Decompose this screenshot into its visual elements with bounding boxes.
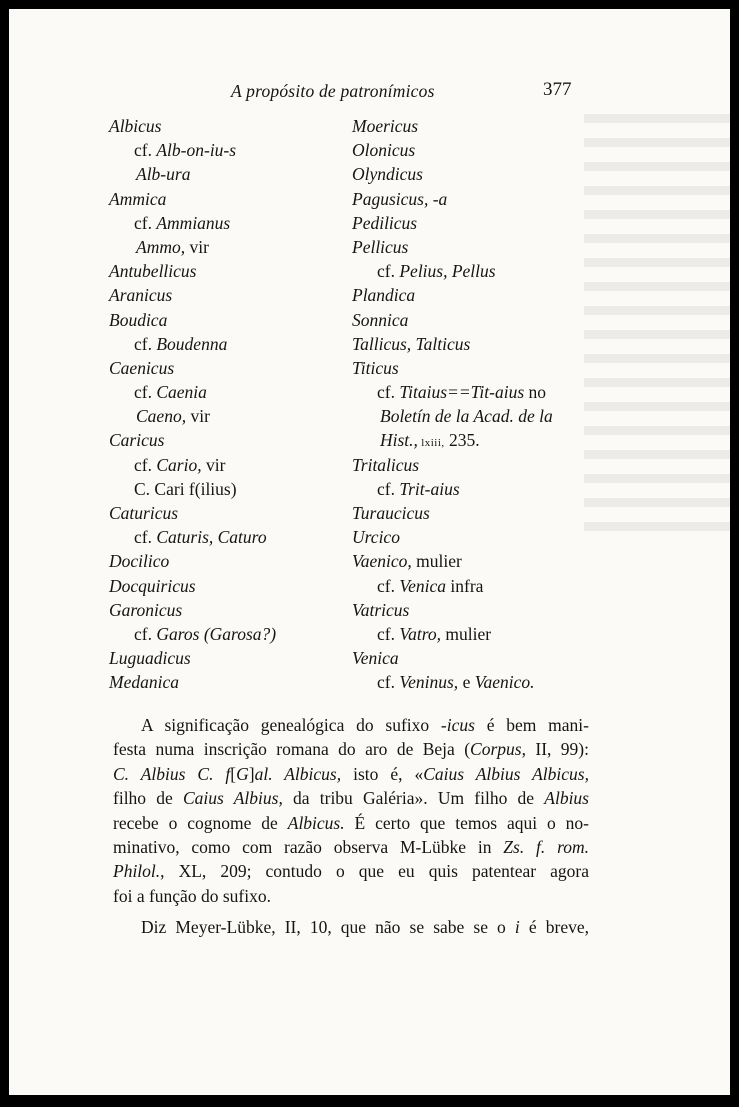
list-item: Vatricus [352,599,410,620]
list-item: Boletín de la Acad. de la [380,406,553,427]
running-title: A propósito de patronímicos [231,81,435,101]
text-run: ] [248,763,255,784]
text-run: Caius Albius, [182,788,283,809]
list-item: Albicus [109,116,162,136]
bleed-through-shadow [584,114,730,534]
body-paragraph-meyer-lubke [113,915,589,939]
text-run: A significação genealógica do sufixo [141,715,441,735]
text-run: C. Albius C. f [113,763,231,784]
paragraph-line [113,884,589,908]
text-run: G [236,763,249,784]
list-item: Pellicus [352,236,409,257]
body-paragraph-suffix-icus [113,713,589,908]
text-run: foi a função do sufixo. [113,885,271,906]
paragraph-line [113,786,589,810]
list-item: Alb-ura [136,164,191,185]
text-run: Albicus. [287,812,345,833]
list-item: Luguadicus [109,648,191,669]
text-run: , II, 99): [521,739,589,760]
text-run: Caius Albius Albicus, [423,763,589,784]
page-number: 377 [543,79,572,100]
text-run: Philol. [113,861,161,882]
left-name-column [109,114,344,695]
list-item: cf. Ammianus [134,212,231,233]
list-item: Caricus [109,430,165,451]
list-item: Urcico [352,527,400,548]
list-item: cf. Titaius==Tit-aius no [377,382,547,403]
list-item: Docilico [109,551,170,572]
list-item: cf. Vatro, mulier [377,623,492,644]
list-item: Hist., lxiii, 235. [380,430,480,451]
list-item: Plandica [352,285,416,306]
paragraph-line [113,811,589,835]
paragraph-line [113,859,589,883]
text-run: , XL, 209; contudo o que eu quis patentear agora [160,861,589,882]
text-run: Corpus [470,739,522,760]
list-item: cf. Pelius, Pellus [377,261,496,282]
list-item: Docquiricus [109,575,196,596]
list-item: Ammo, vir [136,236,209,257]
list-item: cf. Alb-on-iu-s [134,140,237,161]
list-item: cf. Venica infra [377,575,484,596]
list-item: Garonicus [109,599,183,620]
list-item: C. Cari f(ilius) [134,478,237,499]
paragraph-line [113,737,589,761]
list-item: cf. Garos (Garosa?) [134,623,277,644]
text-run: filho de [113,788,183,809]
book-page [9,9,730,1095]
text-run: isto é, « [341,763,424,784]
list-item: Caeno, vir [136,406,210,427]
text-run: Albius [544,788,589,809]
text-run: festa numa inscrição romana do aro de Beja ( [113,739,471,760]
list-item: Tritalicus [352,454,420,475]
list-item: Olonicus [352,140,416,161]
text-run: al. Albicus, [254,763,342,784]
list-item: Sonnica [352,309,409,330]
text-run: i [514,917,520,937]
list-item: cf. Veninus, e Vaenico. [377,672,535,693]
list-item: Tallicus, Talticus [352,333,471,354]
text-run: É certo que temos aqui o no- [344,812,589,833]
list-item: Moericus [352,116,419,136]
list-item: cf. Cario, vir [134,454,226,475]
text-run: minativo, como com razão observa M-Lübke in [113,836,504,857]
right-name-column [352,114,592,695]
list-item: Aranicus [109,285,173,306]
list-item: Vaenico, mulier [352,551,462,572]
paragraph-line [113,713,589,737]
text-run: Diz Meyer-Lübke, II, 10, que não se sabe se o [141,917,515,937]
list-item: cf. Boudenna [134,333,228,354]
list-item: Antubellicus [109,261,197,282]
list-item: cf. Trit-aius [377,478,460,499]
text-run: [ [230,763,237,784]
list-item: Olyndicus [352,164,423,185]
list-item: Venica [352,648,399,669]
list-item: Turaucicus [352,503,430,523]
text-run: Zs. f. rom. [503,836,589,857]
list-item: Caturicus [109,503,179,523]
text-run: da tribu Galéria». Um filho de [282,788,545,809]
paragraph-line [113,915,589,939]
list-item: cf. Caenia [134,382,207,403]
list-item: Boudica [109,309,168,330]
list-item: Titicus [352,357,399,378]
text-run: -icus [440,715,475,735]
list-item: Caenicus [109,357,175,378]
list-item: Ammica [109,188,167,209]
paragraph-line [113,762,589,786]
list-item: Medanica [109,672,179,693]
list-item: Pedilicus [352,212,418,233]
text-run: recebe o cognome de [113,812,288,833]
text-run: é bem mani- [474,715,590,735]
list-item: cf. Caturis, Caturo [134,527,267,548]
page-header [9,79,730,105]
paragraph-line [113,835,589,859]
list-item: Pagusicus, -a [352,188,448,209]
text-run: é breve, [519,917,589,937]
